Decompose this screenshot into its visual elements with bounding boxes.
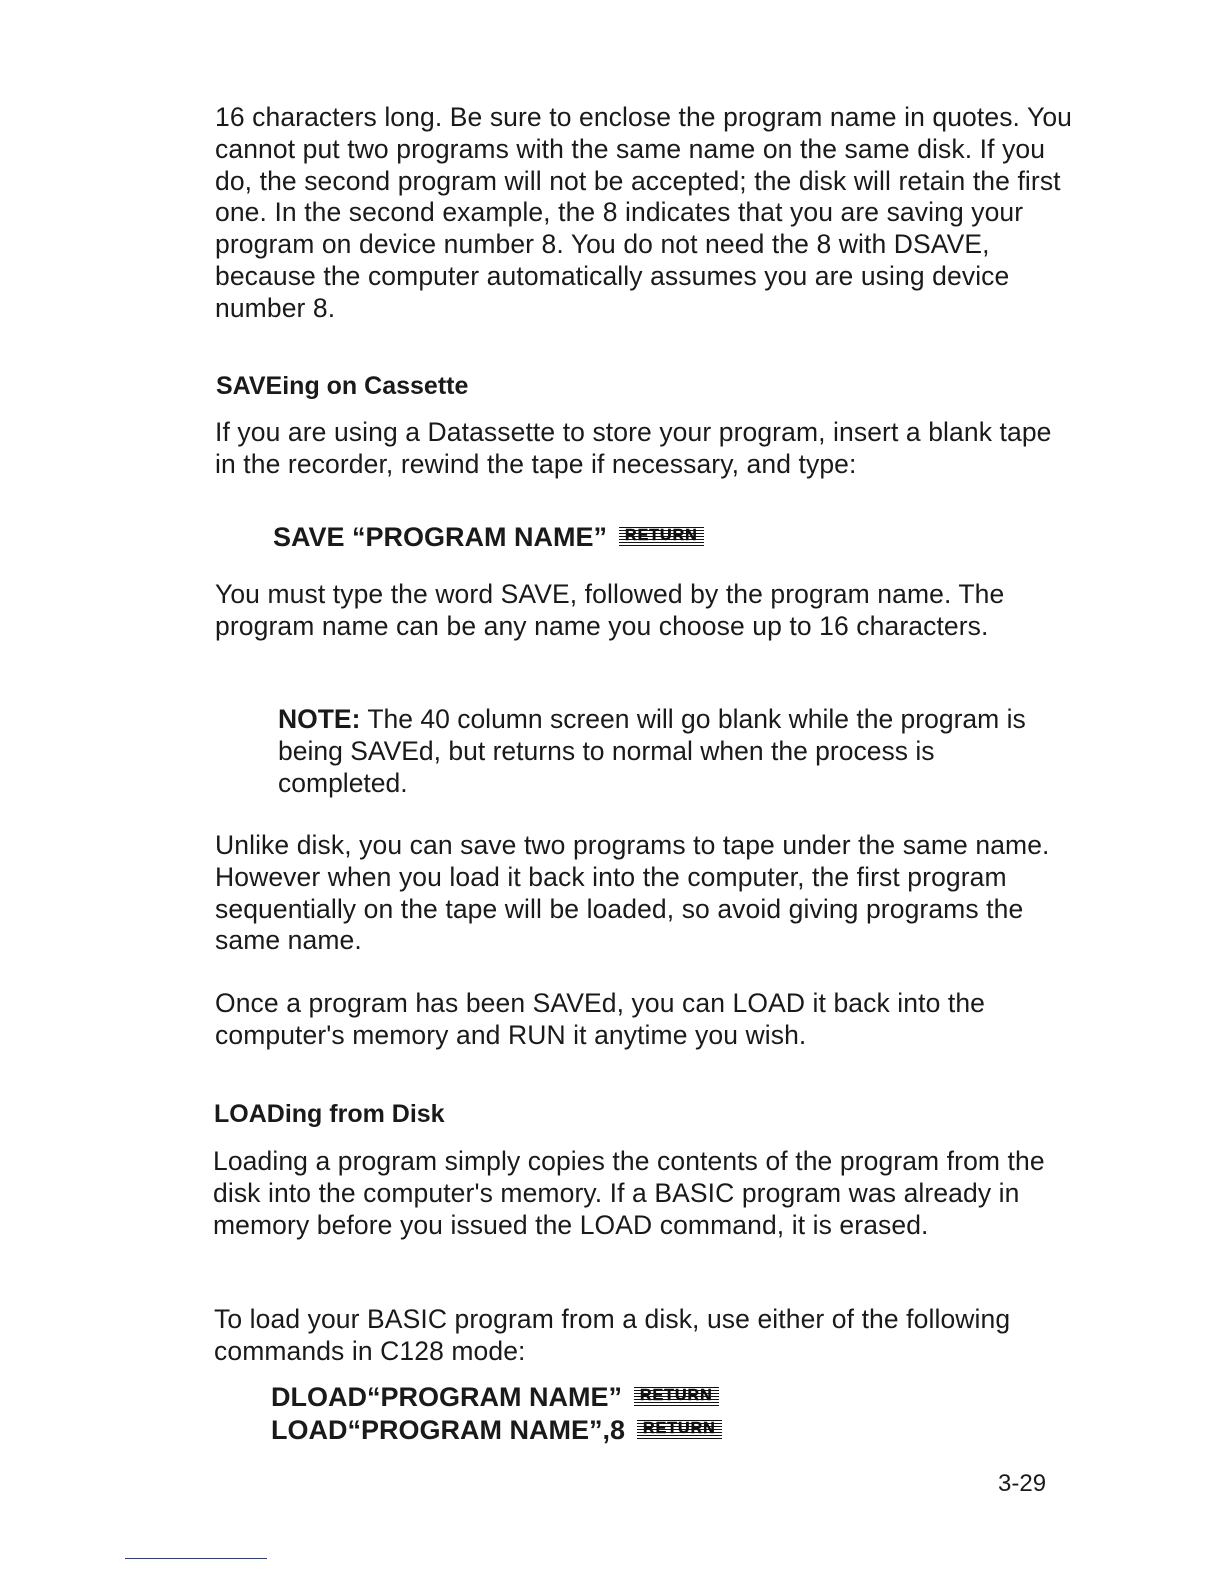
paragraph-load-back: Once a program has been SAVEd, you can LOAD it back into the computer's memory and RUN it anytime you wish. xyxy=(215,988,986,1050)
command-load-text: LOAD“PROGRAM NAME”,8 xyxy=(271,1415,626,1445)
note-label: NOTE: xyxy=(278,704,361,734)
command-save-text: SAVE “PROGRAM NAME” xyxy=(273,522,608,552)
heading-loading-disk: LOADing from Disk xyxy=(214,1100,445,1128)
note-text: The 40 column screen will go blank while the program is being SAVEd, but returns to normal when the process is completed. xyxy=(278,704,1026,798)
note-block xyxy=(278,704,1038,799)
footer-rule xyxy=(125,1558,267,1559)
paragraph-tape-names: Unlike disk, you can save two programs to tape under the same name. However when you load it back into the computer, the first program sequentially on the tape will be loaded, so avoid giving programs the same name. xyxy=(215,830,1050,956)
return-key-icon: RETURN xyxy=(637,1419,722,1439)
paragraph-intro: 16 characters long. Be sure to enclose the program name in quotes. You cannot put two programs with the same name on the same disk. If you do, the second program will not be accepted; the disk will retain the first one. In the second example, the 8 indicates that you are saving your program on device number 8. You do not need the 8 with DSAVE, because the computer automatically assumes you are using device number 8. xyxy=(215,102,1073,323)
return-key-icon: RETURN xyxy=(619,526,704,546)
return-key-icon: RETURN xyxy=(634,1386,719,1406)
heading-saving-cassette: SAVEing on Cassette xyxy=(216,372,469,400)
command-dload xyxy=(271,1381,719,1413)
paragraph-loading-explained: Loading a program simply copies the contents of the program from the disk into the computer's memory. If a BASIC program was already in memory before you issued the LOAD command, it is erased. xyxy=(213,1146,1045,1240)
command-save xyxy=(273,521,704,553)
paragraph-datassette: If you are using a Datassette to store your program, insert a blank tape in the recorder, rewind the tape if necessary, and type: xyxy=(215,417,1052,479)
paragraph-save-usage: You must type the word SAVE, followed by the program name. The program name can be any name you choose up to 16 characters. xyxy=(215,579,1005,641)
page-number: 3-29 xyxy=(998,1470,1047,1497)
command-load xyxy=(271,1414,722,1446)
command-dload-text: DLOAD“PROGRAM NAME” xyxy=(271,1382,622,1412)
paragraph-load-instructions: To load your BASIC program from a disk, use either of the following commands in C128 mode: xyxy=(214,1304,1011,1366)
